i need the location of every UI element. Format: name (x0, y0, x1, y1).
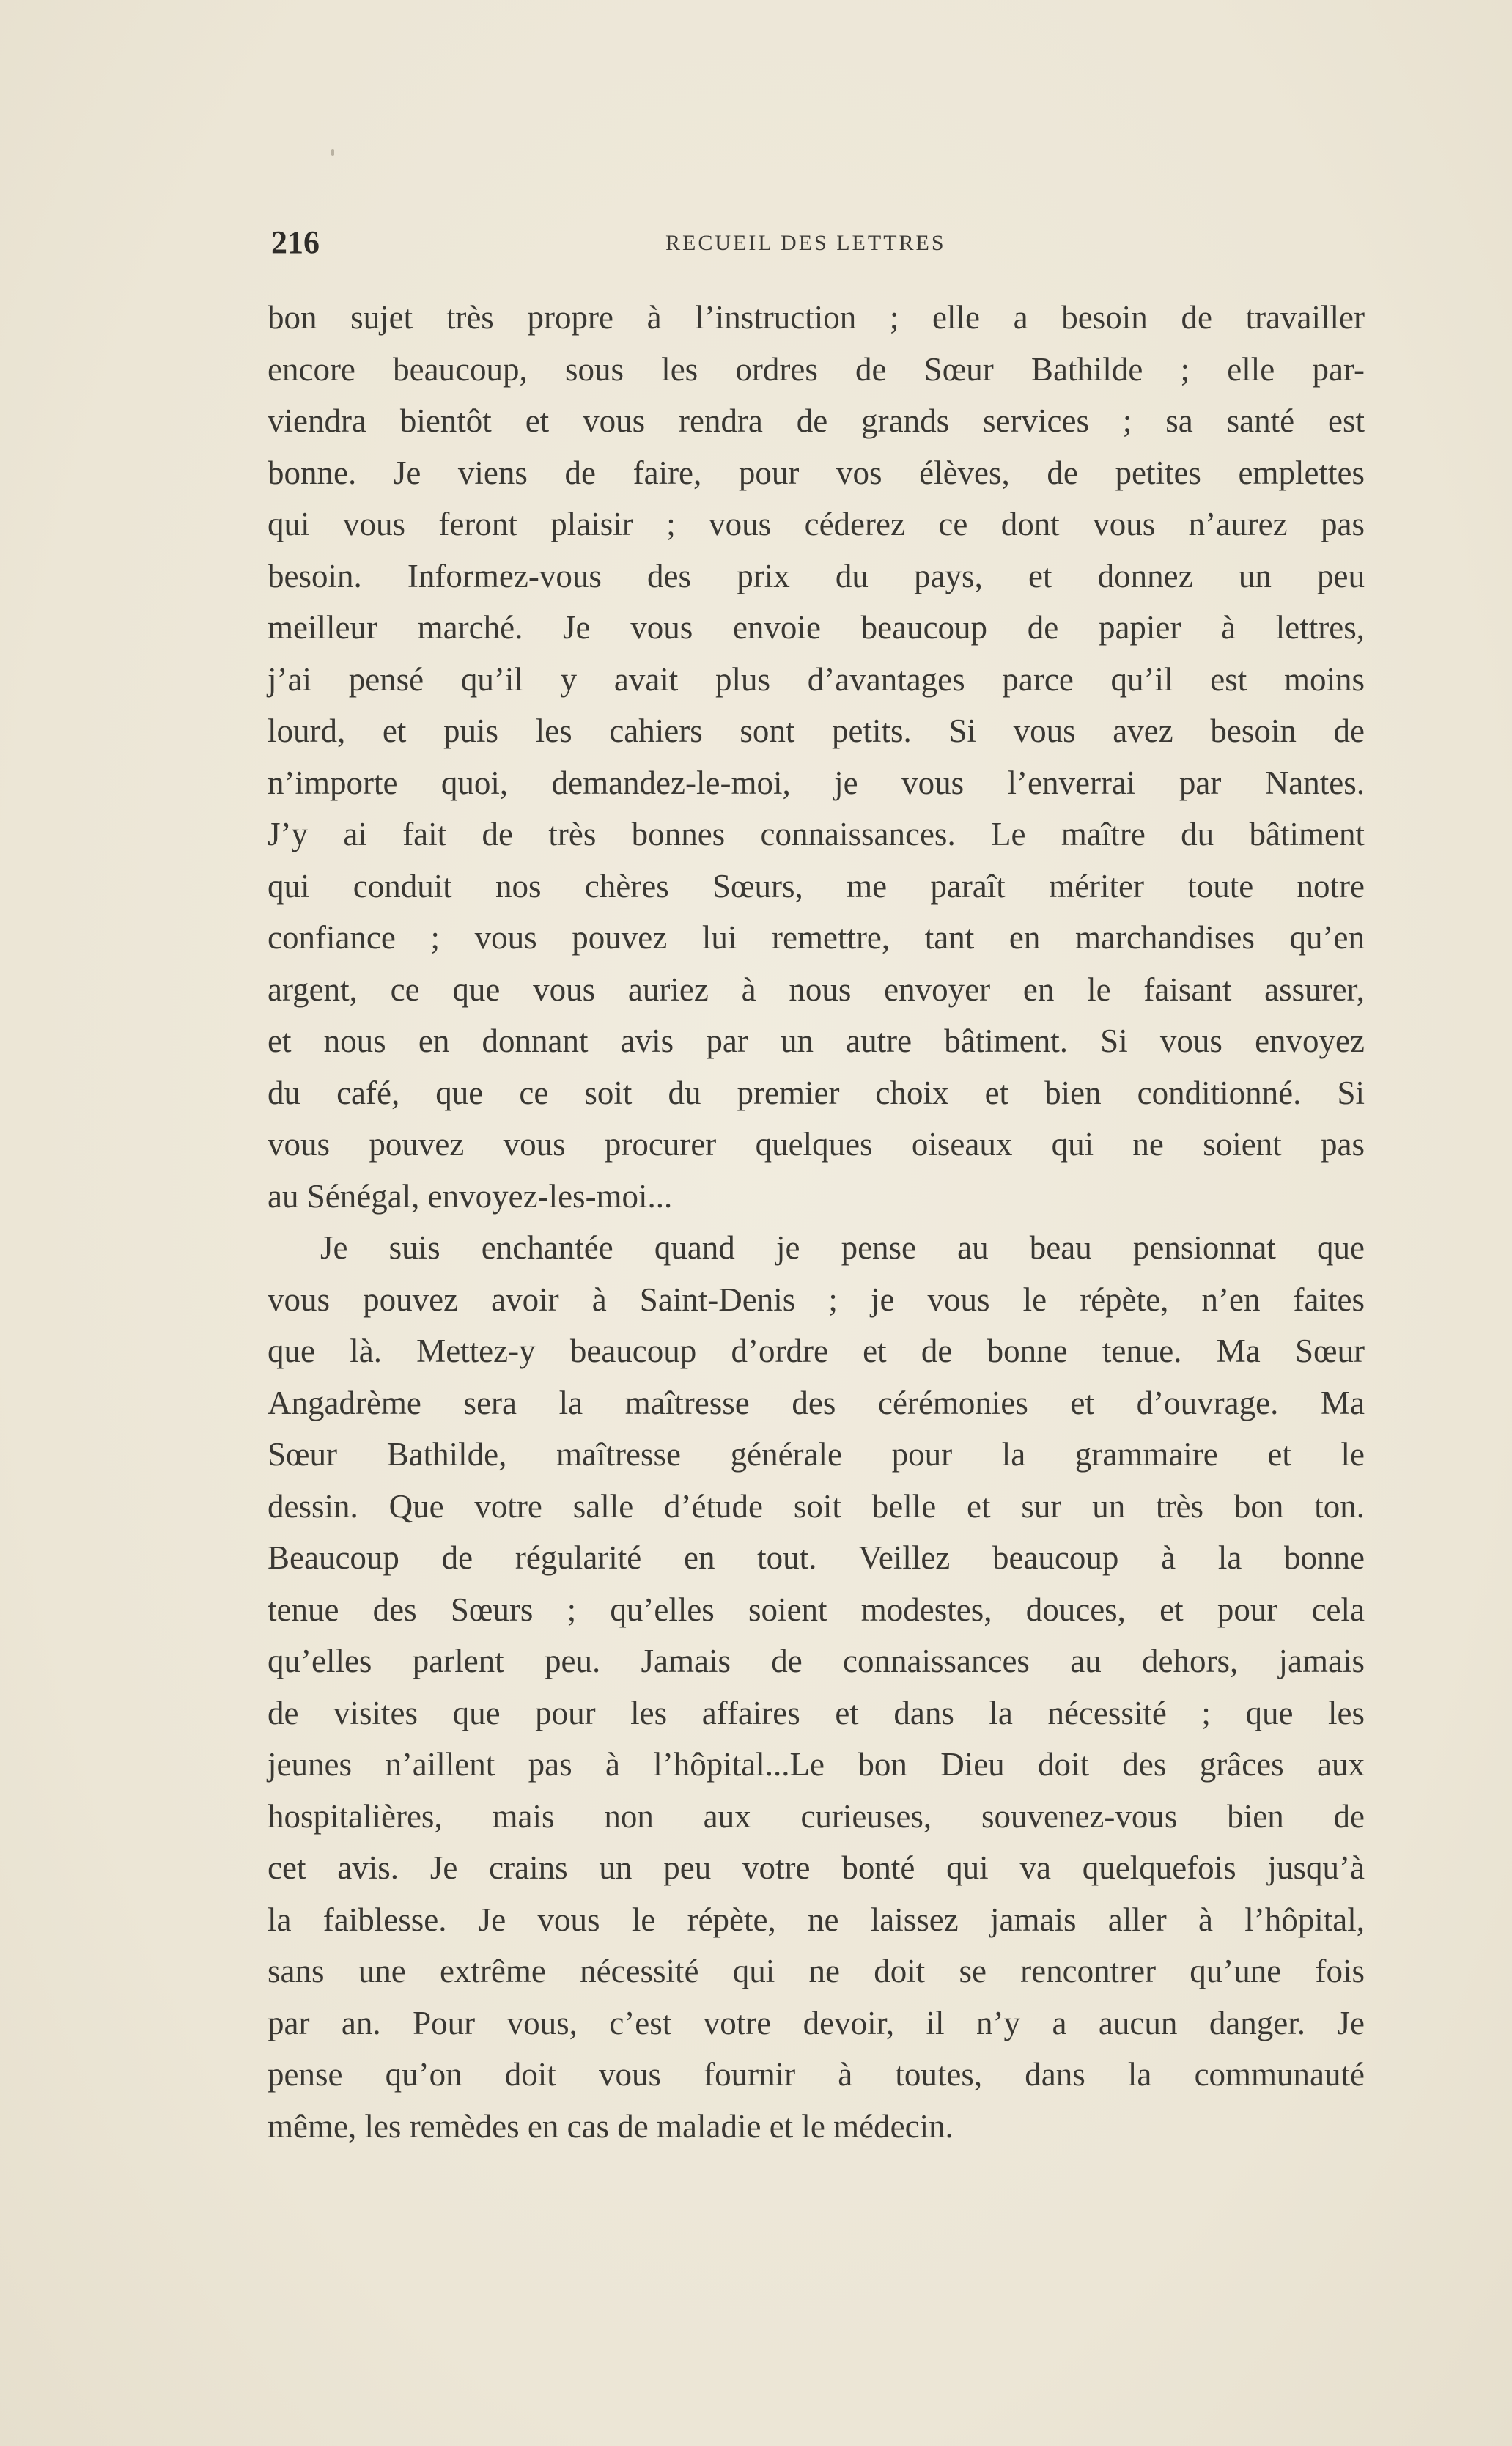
text-line: besoin. Informez-vous des prix du pays, et donnez un peu (268, 557, 1365, 594)
text-line: encore beaucoup, sous les ordres de Sœur Bathilde ; elle par- (268, 350, 1365, 388)
text-line: bonne. Je viens de faire, pour vos élèves, de petites emplettes (268, 454, 1365, 491)
text-line: bon sujet très propre à l’instruction ; elle a besoin de travailler (268, 299, 1365, 336)
text-line: argent, ce que vous auriez à nous envoyer en le faisant assurer, (268, 970, 1365, 1008)
text-line: meilleur marché. Je vous envoie beaucoup de papier à lettres, (268, 609, 1365, 646)
text-line: sans une extrême nécessité qui ne doit se rencontrer qu’une fois (268, 1953, 1365, 1989)
text-line: qui vous feront plaisir ; vous céderez ce dont vous n’aurez pas (268, 506, 1365, 542)
text-line: même, les remèdes en cas de maladie et le médecin. (268, 2107, 954, 2145)
text-line: qu’elles parlent peu. Jamais de connaissances au dehors, jamais (268, 1643, 1365, 1679)
text-line: vous pouvez avoir à Saint-Denis ; je vous le répète, n’en faites (268, 1281, 1365, 1318)
text-line: et nous en donnant avis par un autre bâtiment. Si vous envoyez (268, 1023, 1365, 1059)
body-text (268, 292, 1365, 2152)
text-line: n’importe quoi, demandez-le-moi, je vous l’enverrai par Nantes. (268, 764, 1365, 801)
text-line: j’ai pensé qu’il y avait plus d’avantages parce qu’il est moins (268, 660, 1365, 698)
text-line: viendra bientôt et vous rendra de grands services ; sa santé est (268, 402, 1365, 439)
paragraph-first-line: Je suis enchantée quand je pense au beau pensionnat que (320, 1229, 1365, 1266)
page-header (270, 224, 1363, 260)
text-line: confiance ; vous pouvez lui remettre, tant en marchandises qu’en (268, 919, 1365, 956)
running-head: RECUEIL DES LETTRES (665, 231, 946, 255)
text-line: qui conduit nos chères Sœurs, me paraît mériter toute notre (268, 867, 1365, 905)
text-line: jeunes n’aillent pas à l’hôpital...Le bon Dieu doit des grâces aux (268, 1746, 1365, 1783)
text-line: au Sénégal, envoyez-les-moi... (268, 1177, 673, 1215)
text-line: tenue des Sœurs ; qu’elles soient modestes, douces, et pour cela (268, 1591, 1365, 1628)
text-line: J’y ai fait de très bonnes connaissances. Le maître du bâtiment (268, 816, 1365, 852)
text-line: Angadrème sera la maîtresse des cérémonies et d’ouvrage. Ma (268, 1384, 1365, 1421)
text-line: vous pouvez vous procurer quelques oiseaux qui ne soient pas (268, 1126, 1365, 1163)
text-line: lourd, et puis les cahiers sont petits. Si vous avez besoin de (268, 712, 1365, 749)
paper-speck (331, 149, 334, 156)
text-line: la faiblesse. Je vous le répète, ne laissez jamais aller à l’hôpital, (268, 1901, 1365, 1938)
text-line: Sœur Bathilde, maîtresse générale pour la grammaire et le (268, 1436, 1365, 1473)
text-line: cet avis. Je crains un peu votre bonté qui va quelquefois jusqu’à (268, 1849, 1365, 1886)
text-line: de visites que pour les affaires et dans la nécessité ; que les (268, 1694, 1365, 1731)
text-line: dessin. Que votre salle d’étude soit belle et sur un très bon ton. (268, 1487, 1365, 1525)
text-line: pense qu’on doit vous fournir à toutes, dans la communauté (268, 2056, 1365, 2093)
page-number: 216 (271, 224, 320, 260)
text-line: hospitalières, mais non aux curieuses, souvenez-vous bien de (268, 1797, 1365, 1835)
text-line: que là. Mettez-y beaucoup d’ordre et de bonne tenue. Ma Sœur (268, 1333, 1365, 1369)
text-line: du café, que ce soit du premier choix et bien conditionné. Si (268, 1074, 1365, 1111)
text-line: par an. Pour vous, c’est votre devoir, il n’y a aucun danger. Je (268, 2004, 1365, 2041)
text-line: Beaucoup de régularité en tout. Veillez beaucoup à la bonne (268, 1539, 1365, 1576)
